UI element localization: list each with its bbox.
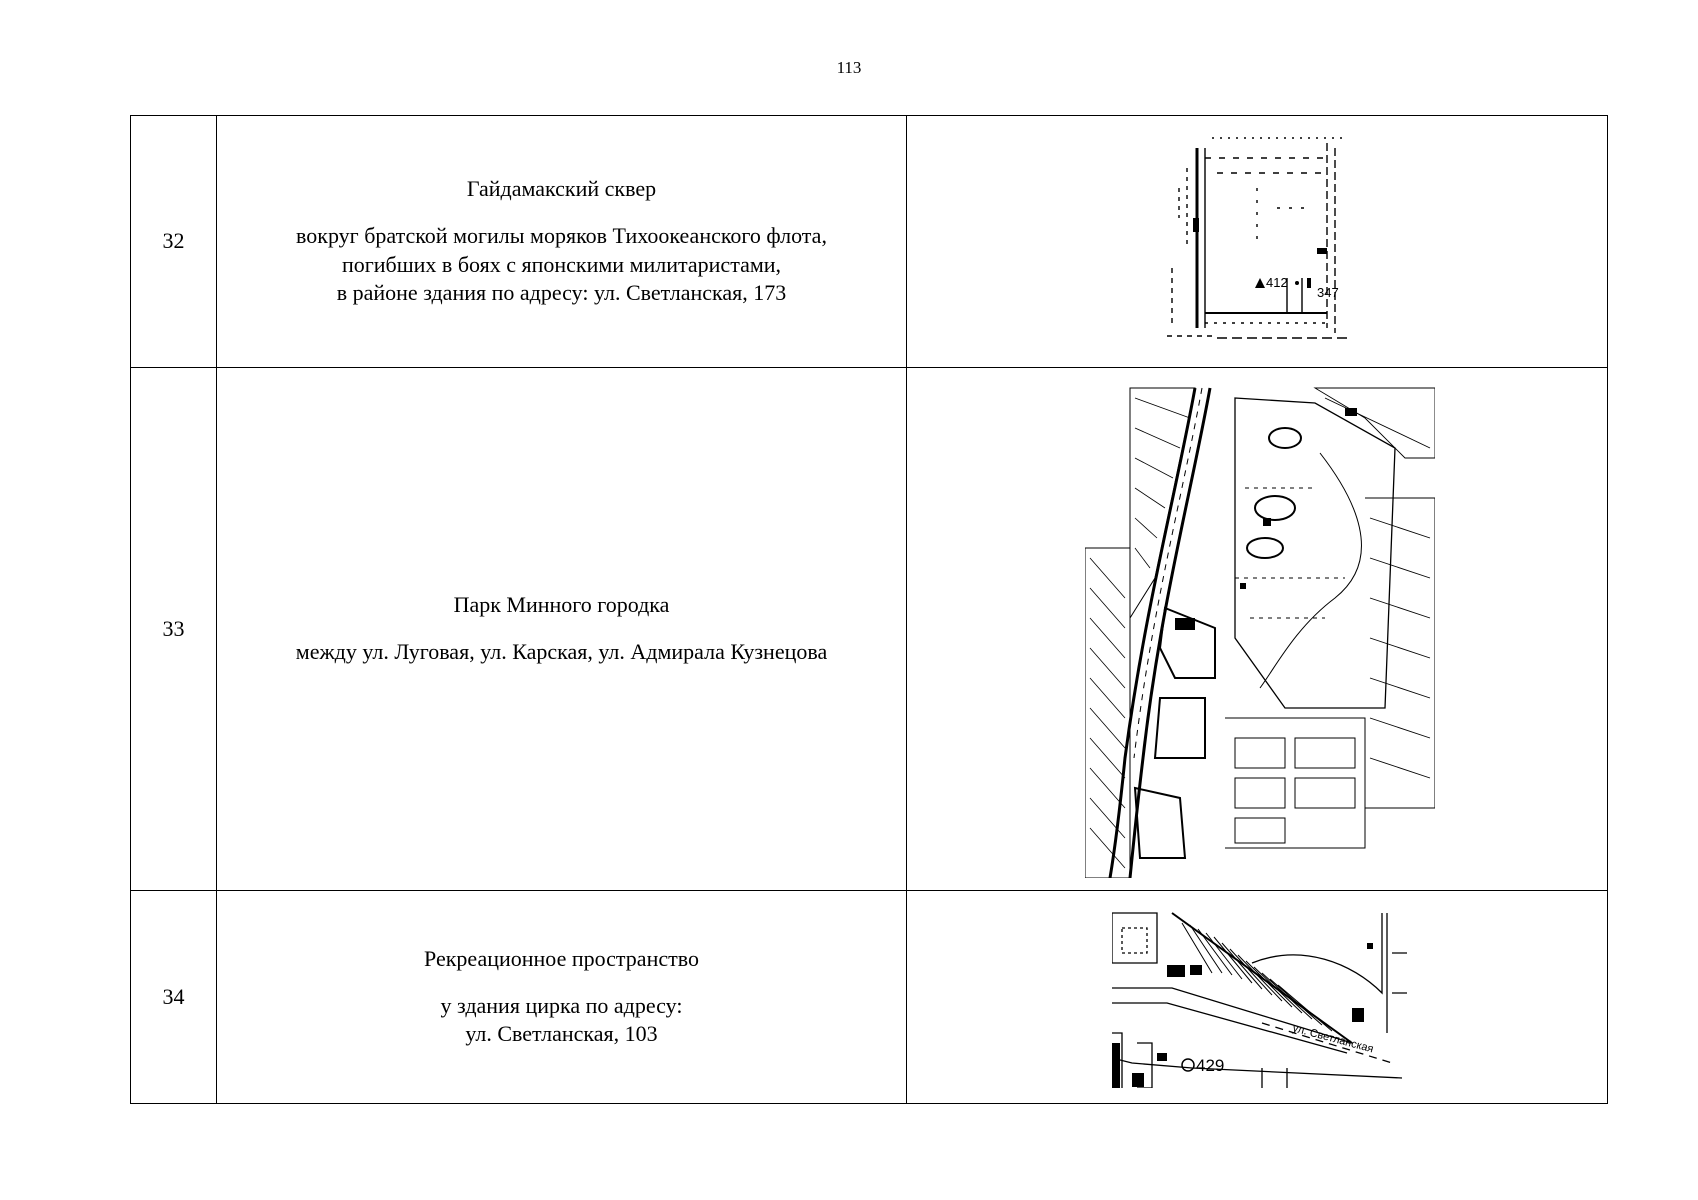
circus-marker-icon: [1182, 1059, 1194, 1071]
row-number-cell: [131, 116, 217, 368]
monument-icon: [1255, 278, 1265, 288]
map-label-412: 412: [1266, 275, 1288, 290]
row-number: 32: [162, 228, 185, 254]
map-cell: [907, 116, 1608, 368]
circus-area-map-image: [1112, 903, 1412, 1088]
map-cell: [907, 891, 1608, 1104]
park-map-image: [1085, 378, 1435, 878]
objects-table: [130, 115, 1608, 1104]
page-number: 113: [836, 58, 862, 77]
object-location: у здания цирка по адресу: ул. Светланская, 103: [440, 992, 683, 1047]
map-label-347: 347: [1317, 285, 1339, 300]
object-location: вокруг братской могилы моряков Тихоокеанского флота, погибших в боях с японскими милитаристами, в районе здания по адресу: ул. Светланская, 173: [296, 222, 827, 306]
object-name: Парк Минного городка: [453, 592, 670, 618]
map-label-429: 429: [1196, 1056, 1225, 1075]
row-number-cell: [131, 368, 217, 891]
row-number: 34: [162, 983, 185, 1009]
map-street-label: ул. Светланская: [1291, 1022, 1375, 1056]
description-cell: [217, 116, 907, 368]
map-cell: [907, 368, 1608, 891]
description-cell: [217, 891, 907, 1104]
object-name: Рекреационное пространство: [424, 946, 699, 972]
table-row: [131, 368, 1608, 891]
location-map-image: [1157, 128, 1357, 348]
object-location: между ул. Луговая, ул. Карская, ул. Адмирала Кузнецова: [295, 639, 828, 664]
description-cell: [217, 368, 907, 891]
row-number-cell: [131, 891, 217, 1104]
table-row: [131, 116, 1608, 368]
table-row: [131, 891, 1608, 1104]
row-number: 33: [162, 615, 185, 641]
object-name: Гайдамакский сквер: [466, 176, 657, 202]
